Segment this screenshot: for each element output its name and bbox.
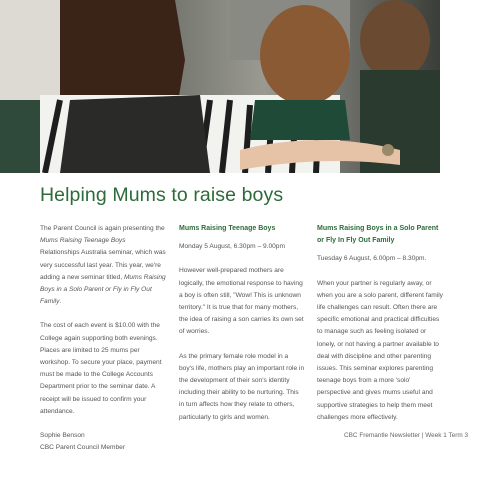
solo-paragraph-1: When your partner is regularly away, or when you are a solo parent, different family life challenges can result. Often there are specific emotional and practical difficulties to manage such as feeling isolated or lonely, or not having a partner available to deal with discipline and other parenting issues. This seminar explores parenting teenage boys from a more 'solo' perspective and gives mums useful and supportive strategies to help them meet challenges more effectively.: [317, 279, 443, 421]
page-title: Helping Mums to raise boys: [40, 184, 284, 206]
intro-text-1: The Parent Council is again presenting the: [40, 225, 165, 232]
seminar-date-teenage: Monday 5 August, 6.30pm – 9.00pm: [179, 243, 285, 251]
seminar-date-solo: Tuesday 6 August, 6.00pm – 8.30pm.: [317, 255, 427, 263]
intro-seminar-name-2: Mums Raising Boys in a Solo Parent or Fly in Fly Out Family: [40, 273, 166, 306]
hero-illustration: [0, 0, 440, 173]
signature-name: Sophie Benson: [40, 432, 85, 440]
cost-paragraph: The cost of each event is $10.00 with the College again supporting both evenings. Places are limited to 25 mums per workshop. To secure your place, payment must be made to the College Accounts Department prior to the seminar date. A receipt will be issued to confirm your attendance.: [40, 322, 162, 415]
intro-text-3: .: [59, 298, 62, 306]
column-teenage-boys: [179, 223, 305, 424]
teenage-paragraph-1: However well-prepared mothers are logically, the emotional response to having a boy is often still, "Wow! This is unknown territory." It is true that for many mothers, the idea of raising a son carries its own set of worries.: [179, 267, 304, 336]
seminar-heading-teenage: Mums Raising Teenage Boys: [179, 225, 276, 232]
intro-seminar-name-1: Mums Raising Teenage Boys: [40, 237, 126, 245]
hero-photo: [0, 0, 440, 173]
seminar-heading-solo: Mums Raising Boys in a Solo Parent or Fly In Fly Out Family: [317, 225, 439, 245]
newsletter-footer: CBC Fremantle Newsletter | Week 1 Term 3: [344, 432, 468, 439]
intro-text-2: Relationships Australia seminar, which was very successful last year. This year, we're adding a new seminar titled,: [40, 249, 166, 281]
column-solo-parent: [317, 223, 443, 424]
signature-role: CBC Parent Council Member: [40, 444, 126, 452]
teenage-paragraph-2: As the primary female role model in a boy's life, mothers play an important role in the development of their son's identity including their ability to be nurturing. This in turn affects how they relate to others, particularly to girls and women.: [179, 352, 305, 421]
intro-paragraph: [40, 223, 166, 308]
column-intro: [40, 223, 166, 454]
